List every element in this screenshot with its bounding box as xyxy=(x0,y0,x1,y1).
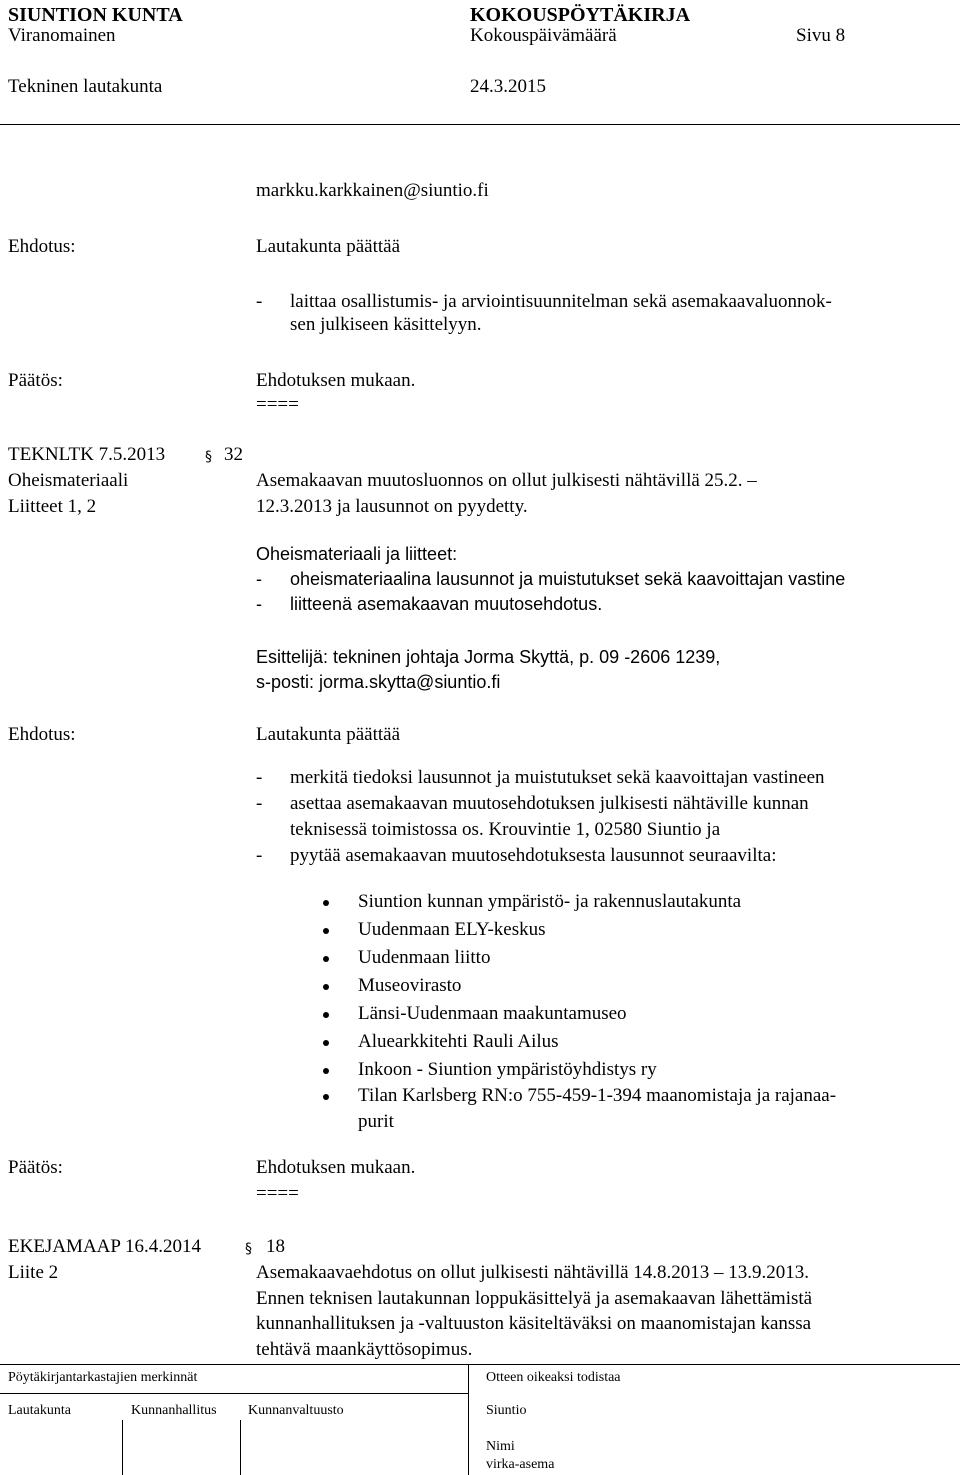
list-dash: - xyxy=(256,767,263,788)
recipient-item: Uudenmaan ELY-keskus xyxy=(358,919,546,940)
proposal-label: Ehdotus: xyxy=(8,724,76,745)
recipient-item: Siuntion kunnan ympäristö- ja rakennuslautakunta xyxy=(358,891,742,912)
authority-name: Tekninen lautakunta xyxy=(8,76,163,97)
bullet-icon xyxy=(323,984,329,990)
doc-type: KOKOUSPÖYTÄKIRJA xyxy=(470,4,691,26)
proposal-item-cont: teknisessä toimistossa os. Krouvintie 1, 02580 Siuntio ja xyxy=(290,819,721,840)
decision-text: Ehdotuksen mukaan. xyxy=(256,1157,416,1178)
recipient-item: Länsi-Uudenmaan maakuntamuseo xyxy=(358,1003,627,1024)
body-line: 12.3.2013 ja lausunnot on pyydetty. xyxy=(256,496,528,517)
proposal-intro: Lautakunta päättää xyxy=(256,724,401,745)
decision-label: Päätös: xyxy=(8,1157,63,1178)
footer-col-divider xyxy=(468,1364,469,1475)
separator: ==== xyxy=(256,1183,299,1204)
proposal-label: Ehdotus: xyxy=(8,236,76,257)
side-note-oheismateriaali: Oheismateriaali xyxy=(8,470,129,491)
proposal-item: pyytää asemakaavan muutosehdotuksesta lausunnot seuraavilta: xyxy=(290,845,777,866)
proposal-item: merkitä tiedoksi lausunnot ja muistutukset sekä kaavoittajan vastineen xyxy=(290,767,825,788)
proposal-item-line1: laittaa osallistumis- ja arviointisuunnitelman sekä asemakaavaluonnok- xyxy=(290,291,832,312)
attachment-item: liitteenä asemakaavan muutosehdotus. xyxy=(290,594,603,614)
recipient-item: Uudenmaan liitto xyxy=(358,947,491,968)
list-dash: - xyxy=(256,569,262,589)
org-name: SIUNTION KUNTA xyxy=(8,4,183,26)
section-number: 32 xyxy=(224,444,243,465)
bullet-icon xyxy=(323,1094,329,1100)
footer-col-kunnanvaltuusto: Kunnanvaltuusto xyxy=(248,1403,344,1418)
footer-col-divider xyxy=(122,1420,123,1475)
side-note-liitteet: Liitteet 1, 2 xyxy=(8,496,97,517)
footer-divider-top xyxy=(0,1364,960,1365)
list-dash: - xyxy=(256,793,263,814)
bullet-icon xyxy=(323,1040,329,1046)
presenter-email: s-posti: jorma.skytta@siuntio.fi xyxy=(256,672,501,692)
footer-col-lautakunta: Lautakunta xyxy=(8,1403,71,1418)
side-note-liite: Liite 2 xyxy=(8,1262,59,1283)
meeting-date: 24.3.2015 xyxy=(470,76,546,97)
bullet-icon xyxy=(323,928,329,934)
proposal-item-line2: sen julkiseen käsittelyyn. xyxy=(290,314,482,335)
checkers-label: Pöytäkirjantarkastajien merkinnät xyxy=(8,1370,198,1385)
body-line: Asemakaavaehdotus on ollut julkisesti nähtävillä 14.8.2013 – 13.9.2013. xyxy=(256,1262,810,1283)
decision-text: Ehdotuksen mukaan. xyxy=(256,370,416,391)
proposal-item: asettaa asemakaavan muutosehdotuksen julkisesti nähtäville kunnan xyxy=(290,793,809,814)
bullet-icon xyxy=(323,1012,329,1018)
bullet-icon xyxy=(323,1068,329,1074)
footer-divider-mid xyxy=(0,1393,468,1394)
bullet-icon xyxy=(323,900,329,906)
recipient-item: Aluearkkitehti Rauli Ailus xyxy=(358,1031,559,1052)
recipient-item: Inkoon - Siuntion ympäristöyhdistys ry xyxy=(358,1059,657,1080)
footer-place: Siuntio xyxy=(486,1403,527,1418)
body-line: tehtävä maankäyttösopimus. xyxy=(256,1339,473,1360)
decision-label: Päätös: xyxy=(8,370,63,391)
section-symbol: § xyxy=(245,1241,252,1257)
recipient-item: Museovirasto xyxy=(358,975,462,996)
section-number: 18 xyxy=(266,1236,285,1257)
certified-label: Otteen oikeaksi todistaa xyxy=(486,1370,621,1385)
footer-title-label: virka-asema xyxy=(486,1457,555,1472)
attachments-heading: Oheismateriaali ja liitteet: xyxy=(256,544,458,564)
attachment-item: oheismateriaalina lausunnot ja muistutukset sekä kaavoittajan vastine xyxy=(290,569,846,589)
section-symbol: § xyxy=(205,449,212,465)
footer-col-kunnanhallitus: Kunnanhallitus xyxy=(131,1403,217,1418)
recipient-item: Tilan Karlsberg RN:o 755-459-1-394 maanomistaja ja rajanaa- xyxy=(358,1085,837,1106)
body-line: Ennen teknisen lautakunnan loppukäsittelyä ja asemakaavan lähettämistä xyxy=(256,1288,813,1309)
header-divider xyxy=(0,124,960,125)
proposal-intro: Lautakunta päättää xyxy=(256,236,401,257)
page-number: Sivu 8 xyxy=(796,25,846,46)
list-dash: - xyxy=(256,291,263,312)
separator: ==== xyxy=(256,394,299,415)
list-dash: - xyxy=(256,845,263,866)
footer-name-label: Nimi xyxy=(486,1439,515,1454)
contact-email: markku.karkkainen@siuntio.fi xyxy=(256,180,489,201)
section-reference: EKEJAMAAP 16.4.2014 xyxy=(8,1236,201,1257)
body-line: kunnanhallituksen ja -valtuuston käsiteltäväksi on maanomistajan kanssa xyxy=(256,1313,812,1334)
body-line: Asemakaavan muutosluonnos on ollut julkisesti nähtävillä 25.2. – xyxy=(256,470,757,491)
presenter-line: Esittelijä: tekninen johtaja Jorma Skyttä, p. 09 -2606 1239, xyxy=(256,647,721,667)
bullet-icon xyxy=(323,956,329,962)
date-label: Kokouspäivämäärä xyxy=(470,25,617,46)
section-reference: TEKNLTK 7.5.2013 xyxy=(8,444,166,465)
recipient-item-cont: purit xyxy=(358,1111,394,1132)
footer-col-divider xyxy=(240,1420,241,1475)
list-dash: - xyxy=(256,594,262,614)
authority-label: Viranomainen xyxy=(8,25,116,46)
